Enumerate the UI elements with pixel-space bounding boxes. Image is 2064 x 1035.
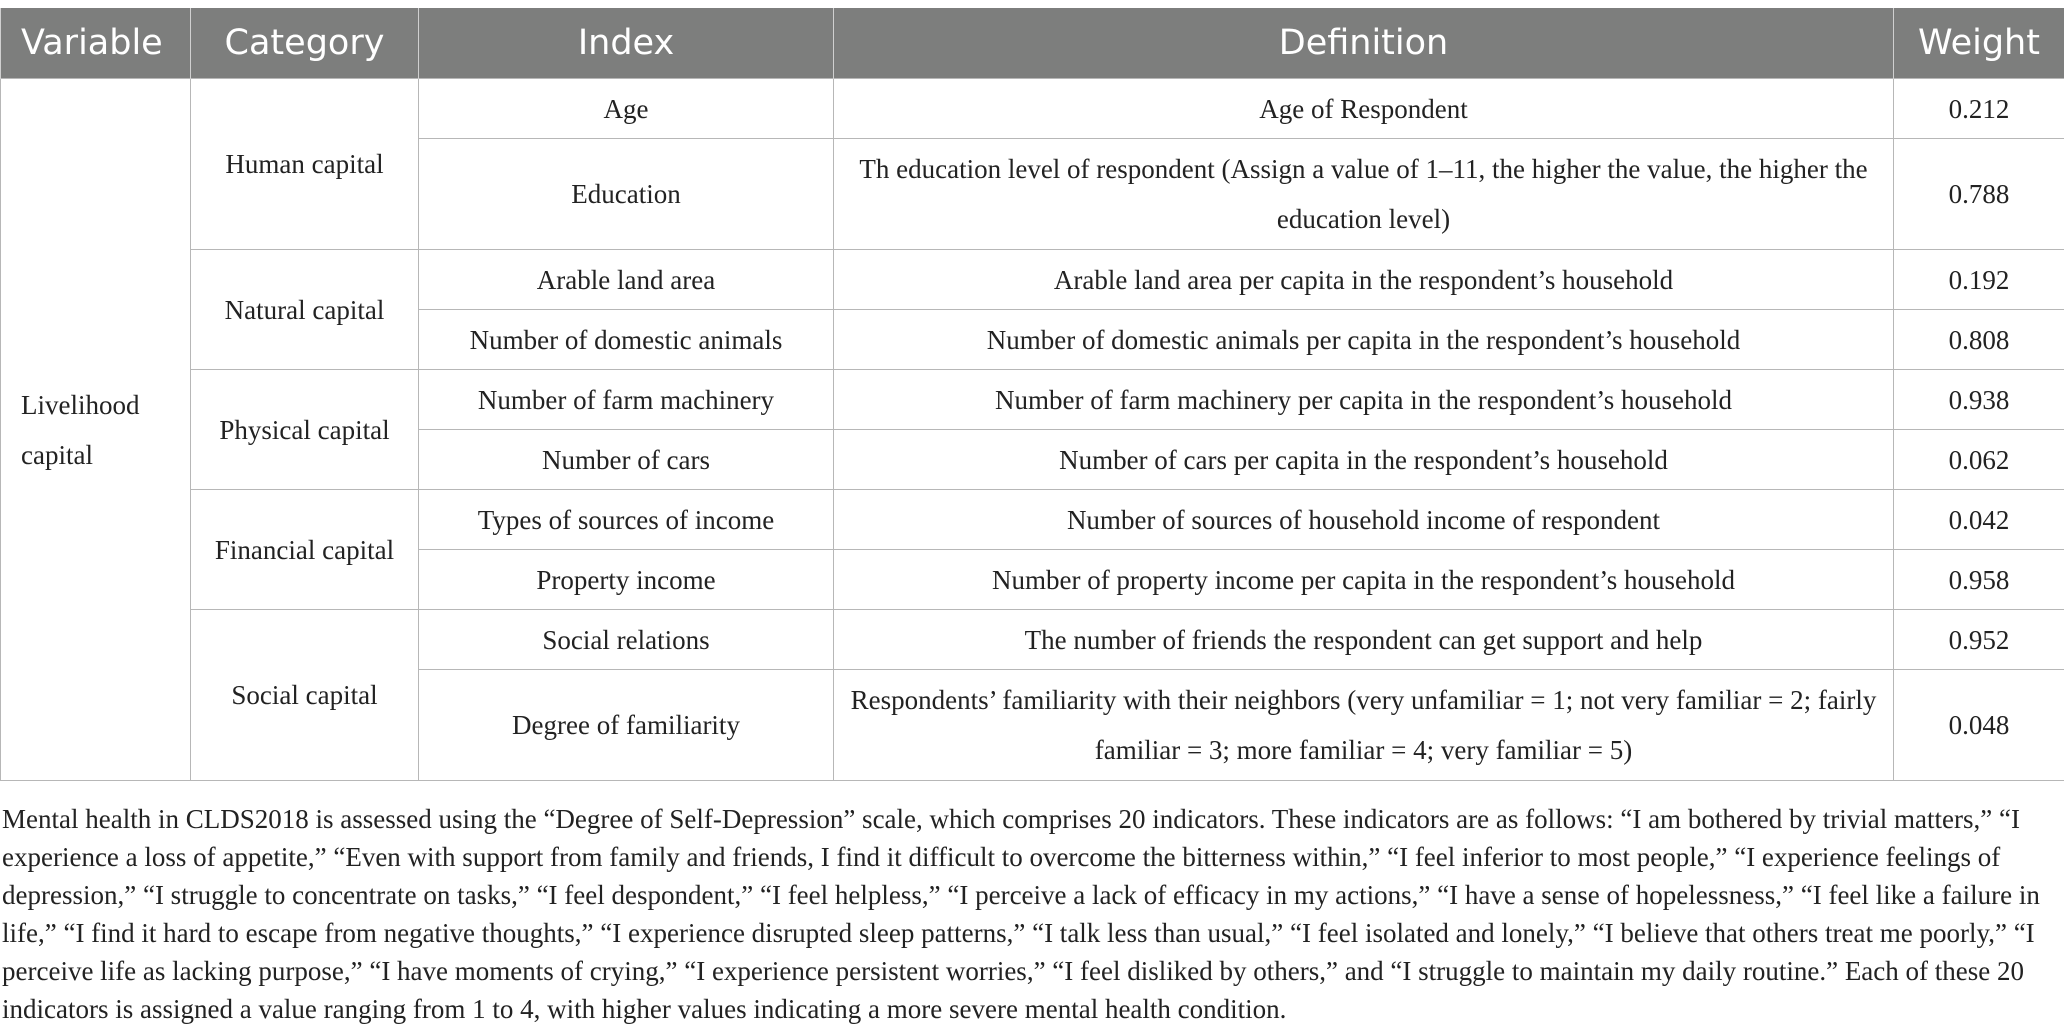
index-cell: Arable land area: [419, 250, 834, 310]
weight-cell: 0.938: [1894, 370, 2064, 430]
table-row: [1, 610, 2064, 670]
weight-cell: 0.788: [1894, 139, 2064, 250]
weight-cell: 0.212: [1894, 79, 2064, 139]
weight-cell: 0.048: [1894, 670, 2064, 781]
table-footnote: Mental health in CLDS2018 is assessed using the “Degree of Self-Depression” scale, which comprises 20 indicators. These indicators are as follows: “I am bothered by trivial matters,” “I experience a loss of appetite,” “Even with support from family and friends, I find it difficult to overcome the bitterness within,” “I feel inferior to most people,” “I experience feelings of depression,” “I struggle to concentrate on tasks,” “I feel despondent,” “I feel helpless,” “I perceive a lack of efficacy in my actions,” “I have a sense of hopelessness,” “I feel like a failure in life,” “I find it hard to escape from negative thoughts,” “I experience disrupted sleep patterns,” “I talk less than usual,” “I feel isolated and lonely,” “I believe that others treat me poorly,” “I perceive life as lacking purpose,” “I have moments of crying,” “I experience persistent worries,” “I feel disliked by others,” and “I struggle to maintain my daily routine.” Each of these 20 indicators is assigned a value ranging from 1 to 4, with higher values indicating a more severe mental health condition.: [2, 804, 2040, 1024]
weight-cell: 0.958: [1894, 550, 2064, 610]
index-cell: Education: [419, 139, 834, 250]
index-cell: Number of cars: [419, 430, 834, 490]
weight-cell: 0.952: [1894, 610, 2064, 670]
definition-cell: Number of domestic animals per capita in the respondent’s household: [834, 310, 1894, 370]
table-row: [1, 490, 2064, 550]
table-row: [1, 370, 2064, 430]
index-cell: Number of domestic animals: [419, 310, 834, 370]
definition-cell: Th education level of respondent (Assign a value of 1–11, the higher the value, the higher the education level): [834, 139, 1894, 250]
weight-cell: 0.042: [1894, 490, 2064, 550]
definition-cell: Respondents’ familiarity with their neighbors (very unfamiliar = 1; not very familiar = 2; fairly familiar = 3; more familiar = 4; very familiar = 5): [834, 670, 1894, 781]
livelihood-capital-table: [0, 8, 2064, 781]
header-variable: Variable: [1, 8, 191, 79]
category-cell: Financial capital: [191, 490, 419, 610]
index-cell: Age: [419, 79, 834, 139]
definition-cell: The number of friends the respondent can get support and help: [834, 610, 1894, 670]
variable-cell: Livelihood capital: [1, 79, 191, 781]
index-cell: Property income: [419, 550, 834, 610]
weight-cell: 0.808: [1894, 310, 2064, 370]
table-row: [1, 250, 2064, 310]
definition-cell: Number of cars per capita in the respondent’s household: [834, 430, 1894, 490]
header-weight: Weight: [1894, 8, 2064, 79]
definition-cell: Number of sources of household income of respondent: [834, 490, 1894, 550]
category-cell: Social capital: [191, 610, 419, 781]
header-definition: Definition: [834, 8, 1894, 79]
index-cell: Degree of familiarity: [419, 670, 834, 781]
table-row: [1, 79, 2064, 139]
category-cell: Human capital: [191, 79, 419, 250]
weight-cell: 0.192: [1894, 250, 2064, 310]
header-index: Index: [419, 8, 834, 79]
category-cell: Natural capital: [191, 250, 419, 370]
category-cell: Physical capital: [191, 370, 419, 490]
definition-cell: Number of property income per capita in the respondent’s household: [834, 550, 1894, 610]
definition-cell: Arable land area per capita in the respondent’s household: [834, 250, 1894, 310]
header-category: Category: [191, 8, 419, 79]
index-cell: Social relations: [419, 610, 834, 670]
weight-cell: 0.062: [1894, 430, 2064, 490]
index-cell: Types of sources of income: [419, 490, 834, 550]
definition-cell: Number of farm machinery per capita in the respondent’s household: [834, 370, 1894, 430]
definition-cell: Age of Respondent: [834, 79, 1894, 139]
header-row: [1, 8, 2064, 79]
index-cell: Number of farm machinery: [419, 370, 834, 430]
